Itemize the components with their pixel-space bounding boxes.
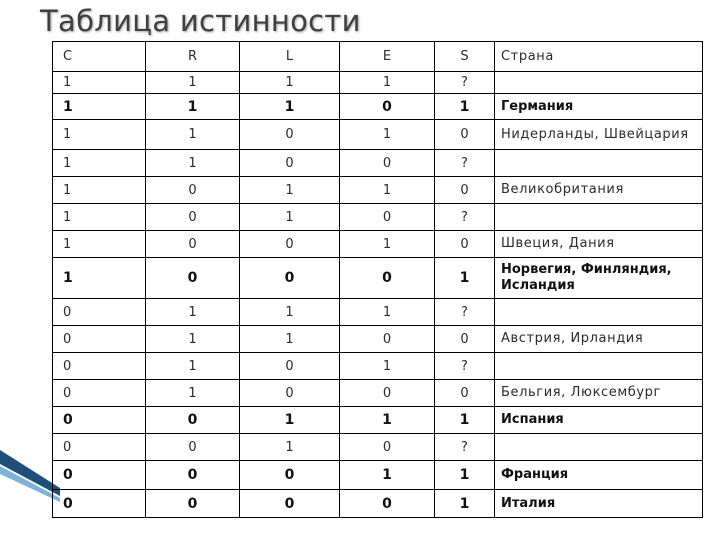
cell-c: 1 xyxy=(53,258,146,299)
cell-r: 1 xyxy=(146,72,240,94)
cell-e: 0 xyxy=(340,150,435,177)
table-row xyxy=(53,326,703,353)
cell-c: 1 xyxy=(53,231,146,258)
cell-c: 0 xyxy=(53,353,146,380)
cell-c: 0 xyxy=(53,434,146,461)
table-row xyxy=(53,461,703,490)
cell-country: Италия xyxy=(495,490,703,518)
cell-r: 0 xyxy=(146,177,240,204)
cell-l: 0 xyxy=(240,120,340,150)
cell-r: 0 xyxy=(146,204,240,231)
cell-country: Бельгия, Люксембург xyxy=(495,380,703,407)
cell-c: 0 xyxy=(53,407,146,434)
header-row xyxy=(53,42,703,72)
cell-r: 0 xyxy=(146,461,240,490)
header-s: S xyxy=(435,42,495,72)
cell-c: 1 xyxy=(53,72,146,94)
cell-c: 0 xyxy=(53,299,146,326)
cell-country xyxy=(495,299,703,326)
cell-r: 1 xyxy=(146,120,240,150)
cell-r: 0 xyxy=(146,490,240,518)
cell-l: 1 xyxy=(240,94,340,120)
cell-country xyxy=(495,434,703,461)
cell-l: 0 xyxy=(240,353,340,380)
cell-s: ? xyxy=(435,353,495,380)
cell-country: Норвегия, Финляндия, Исландия xyxy=(495,258,703,299)
cell-country xyxy=(495,150,703,177)
corner-decoration xyxy=(0,440,60,540)
cell-l: 1 xyxy=(240,407,340,434)
cell-r: 0 xyxy=(146,434,240,461)
page-title: Таблица истинности xyxy=(40,4,361,38)
cell-c: 1 xyxy=(53,150,146,177)
cell-c: 0 xyxy=(53,461,146,490)
cell-s: 1 xyxy=(435,258,495,299)
cell-e: 0 xyxy=(340,204,435,231)
cell-e: 1 xyxy=(340,72,435,94)
cell-s: 1 xyxy=(435,490,495,518)
cell-s: ? xyxy=(435,72,495,94)
cell-e: 0 xyxy=(340,490,435,518)
cell-s: 1 xyxy=(435,461,495,490)
table-row xyxy=(53,177,703,204)
table-row xyxy=(53,72,703,94)
cell-r: 0 xyxy=(146,407,240,434)
table-row xyxy=(53,380,703,407)
table-row xyxy=(53,434,703,461)
cell-s: 0 xyxy=(435,380,495,407)
cell-c: 1 xyxy=(53,204,146,231)
cell-e: 1 xyxy=(340,353,435,380)
cell-r: 1 xyxy=(146,299,240,326)
cell-e: 1 xyxy=(340,299,435,326)
table-row xyxy=(53,353,703,380)
table-row xyxy=(53,258,703,299)
cell-s: 0 xyxy=(435,231,495,258)
cell-e: 1 xyxy=(340,177,435,204)
cell-l: 1 xyxy=(240,326,340,353)
cell-l: 1 xyxy=(240,299,340,326)
cell-s: ? xyxy=(435,299,495,326)
cell-r: 0 xyxy=(146,231,240,258)
cell-country: Великобритания xyxy=(495,177,703,204)
cell-s: ? xyxy=(435,204,495,231)
cell-s: ? xyxy=(435,150,495,177)
cell-r: 1 xyxy=(146,150,240,177)
cell-r: 1 xyxy=(146,380,240,407)
header-l: L xyxy=(240,42,340,72)
cell-l: 1 xyxy=(240,72,340,94)
cell-l: 0 xyxy=(240,380,340,407)
cell-r: 1 xyxy=(146,94,240,120)
cell-e: 0 xyxy=(340,380,435,407)
table-row xyxy=(53,150,703,177)
cell-r: 0 xyxy=(146,258,240,299)
cell-c: 0 xyxy=(53,326,146,353)
cell-l: 1 xyxy=(240,434,340,461)
cell-l: 1 xyxy=(240,177,340,204)
table-row xyxy=(53,120,703,150)
cell-l: 0 xyxy=(240,258,340,299)
header-c: C xyxy=(53,42,146,72)
cell-c: 1 xyxy=(53,94,146,120)
cell-l: 0 xyxy=(240,231,340,258)
cell-c: 1 xyxy=(53,177,146,204)
truth-table xyxy=(52,41,703,518)
cell-e: 0 xyxy=(340,258,435,299)
cell-s: 1 xyxy=(435,407,495,434)
cell-c: 0 xyxy=(53,490,146,518)
cell-s: 1 xyxy=(435,94,495,120)
cell-c: 1 xyxy=(53,120,146,150)
cell-e: 0 xyxy=(340,326,435,353)
cell-country: Австрия, Ирландия xyxy=(495,326,703,353)
cell-e: 0 xyxy=(340,434,435,461)
table-row xyxy=(53,231,703,258)
cell-l: 0 xyxy=(240,150,340,177)
cell-e: 1 xyxy=(340,120,435,150)
cell-c: 0 xyxy=(53,380,146,407)
cell-s: 0 xyxy=(435,177,495,204)
cell-country: Нидерланды, Швейцария xyxy=(495,120,703,150)
table-row xyxy=(53,94,703,120)
cell-e: 1 xyxy=(340,231,435,258)
header-country: Страна xyxy=(495,42,703,72)
cell-l: 0 xyxy=(240,490,340,518)
cell-country xyxy=(495,353,703,380)
header-r: R xyxy=(146,42,240,72)
cell-r: 1 xyxy=(146,353,240,380)
table-row xyxy=(53,204,703,231)
cell-country xyxy=(495,72,703,94)
cell-country: Германия xyxy=(495,94,703,120)
cell-country: Испания xyxy=(495,407,703,434)
cell-s: 0 xyxy=(435,120,495,150)
table-row xyxy=(53,490,703,518)
cell-s: 0 xyxy=(435,326,495,353)
table-row xyxy=(53,299,703,326)
header-e: E xyxy=(340,42,435,72)
cell-e: 1 xyxy=(340,407,435,434)
cell-l: 1 xyxy=(240,204,340,231)
table-row xyxy=(53,407,703,434)
cell-l: 0 xyxy=(240,461,340,490)
cell-country: Франция xyxy=(495,461,703,490)
cell-e: 1 xyxy=(340,461,435,490)
cell-r: 1 xyxy=(146,326,240,353)
cell-s: ? xyxy=(435,434,495,461)
cell-e: 0 xyxy=(340,94,435,120)
cell-country: Швеция, Дания xyxy=(495,231,703,258)
cell-country xyxy=(495,204,703,231)
